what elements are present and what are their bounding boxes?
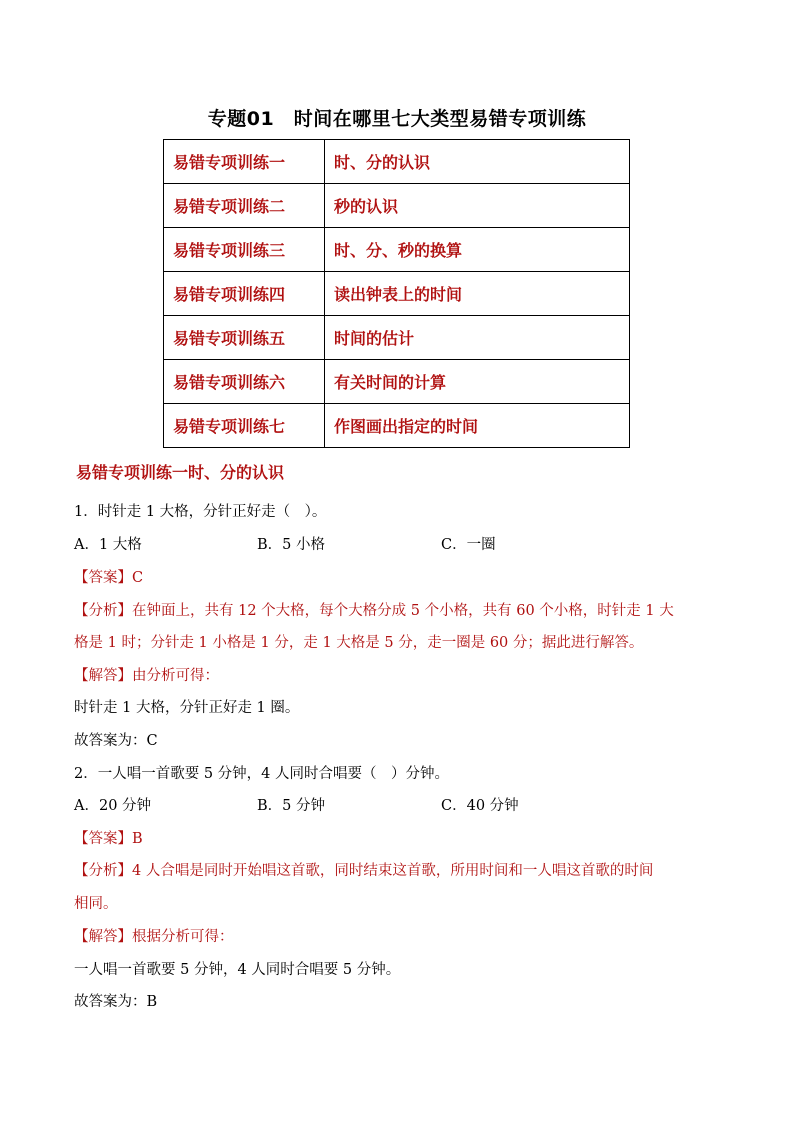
toc-training-name: 易错专项训练七 bbox=[164, 404, 325, 448]
table-row bbox=[164, 316, 630, 360]
q1-analysis-line-2: 格是 1 时；分针走 1 小格是 1 分，走 1 大格是 5 分，走一圈是 60 分；据此进行解答。 bbox=[74, 635, 644, 651]
q1-solution-label-text: 【解答】由分析可得： bbox=[74, 668, 219, 684]
toc-training-name: 易错专项训练二 bbox=[164, 184, 325, 228]
q1-analysis-line-1: 【分析】在钟面上，共有 12 个大格，每个大格分成 5 个小格，共有 60 个小格，时针走 1 大 bbox=[74, 603, 674, 619]
toc-topic: 时间的估计 bbox=[325, 316, 630, 360]
toc-topic: 时、分、秒的换算 bbox=[325, 228, 630, 272]
toc-topic: 读出钟表上的时间 bbox=[325, 272, 630, 316]
q1-option-c: C．一圈 bbox=[441, 537, 496, 553]
q1-option-a: A．1 大格 bbox=[74, 537, 142, 553]
q2-option-c: C．40 分钟 bbox=[441, 798, 519, 814]
page-title: 专题01 时间在哪里七大类型易错专项训练 bbox=[207, 108, 587, 130]
q2-solution-line: 一人唱一首歌要 5 分钟，4 人同时合唱要 5 分钟。 bbox=[74, 962, 401, 978]
toc-training-name: 易错专项训练四 bbox=[164, 272, 325, 316]
section-heading: 易错专项训练一时、分的认识 bbox=[76, 463, 285, 482]
table-row bbox=[164, 228, 630, 272]
table-row bbox=[164, 360, 630, 404]
q2-solution-label-text: 【解答】根据分析可得： bbox=[74, 929, 234, 945]
toc-topic: 有关时间的计算 bbox=[325, 360, 630, 404]
q2-analysis-line-1: 【分析】4 人合唱是同时开始唱这首歌，同时结束这首歌，所用时间和一人唱这首歌的时间 bbox=[74, 863, 654, 879]
q2-answer: 【答案】B bbox=[74, 831, 143, 847]
question-2: 2．一人唱一首歌要 5 分钟，4 人同时合唱要（ ）分钟。 bbox=[74, 766, 450, 782]
q1-solution-line: 时针走 1 大格，分针正好走 1 圈。 bbox=[74, 700, 300, 716]
q2-conclusion: 故答案为：B bbox=[74, 994, 158, 1010]
toc-training-name: 易错专项训练六 bbox=[164, 360, 325, 404]
q2-option-b: B．5 分钟 bbox=[257, 798, 325, 814]
toc-topic: 时、分的认识 bbox=[325, 140, 630, 184]
q1-conclusion: 故答案为：C bbox=[74, 733, 158, 749]
table-row bbox=[164, 404, 630, 448]
toc-training-name: 易错专项训练一 bbox=[164, 140, 325, 184]
q1-option-b: B．5 小格 bbox=[257, 537, 325, 553]
q1-solution-label bbox=[74, 664, 219, 685]
q2-option-a: A．20 分钟 bbox=[74, 798, 152, 814]
q2-analysis-line-2: 相同。 bbox=[74, 896, 118, 912]
q2-solution-label bbox=[74, 925, 234, 946]
toc-topic: 秒的认识 bbox=[325, 184, 630, 228]
toc-training-name: 易错专项训练三 bbox=[164, 228, 325, 272]
toc-training-name: 易错专项训练五 bbox=[164, 316, 325, 360]
toc-topic: 作图画出指定的时间 bbox=[325, 404, 630, 448]
table-row bbox=[164, 140, 630, 184]
table-row bbox=[164, 184, 630, 228]
toc-table bbox=[163, 139, 630, 448]
q1-answer: 【答案】C bbox=[74, 570, 144, 586]
table-row bbox=[164, 272, 630, 316]
question-1: 1．时针走 1 大格，分针正好走（ ）。 bbox=[74, 504, 327, 520]
